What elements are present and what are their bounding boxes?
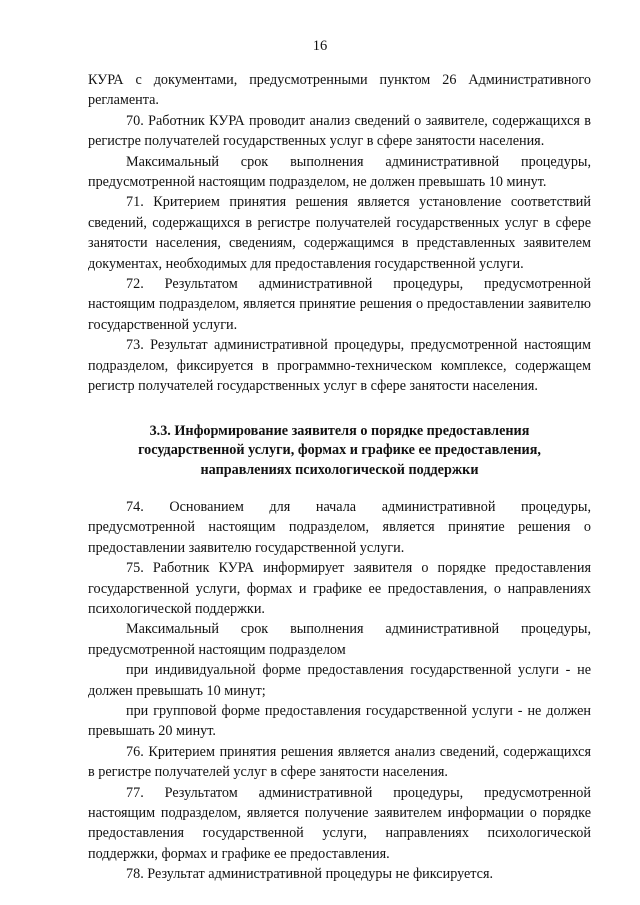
paragraph-group-form: при групповой форме предоставления государственной услуги - не должен превышать 20 минут. [88, 702, 591, 740]
section-heading-line-2: государственной услуги, формах и графике ее предоставления, [138, 442, 541, 459]
paragraph-75: 75. Работник КУРА информирует заявителя о порядке предоставления государственной услуги, формах и графике ее предоставления, о направлениях психологической поддержки. [88, 560, 591, 617]
section-heading-line-1: 3.3. Информирование заявителя о порядке предоставления [149, 422, 530, 439]
document-body [88, 70, 591, 885]
paragraph-74: 74. Основанием для начала административной процедуры, предусмотренной настоящим подразделом, является принятие решения о предоставлении заявителю государственной услуги. [88, 498, 591, 556]
paragraph-70: 70. Работник КУРА проводит анализ сведений о заявителе, содержащихся в регистре получателей государственных услуг в сфере занятости населения. [88, 112, 591, 150]
paragraph-max-time-75: Максимальный срок выполнения административной процедуры, предусмотренной настоящим подразделом [88, 621, 591, 658]
paragraph-continuation: КУРА с документами, предусмотренными пунктом 26 Административного регламента. [88, 72, 591, 109]
paragraph-77: 77. Результатом административной процедуры, предусмотренной настоящим подразделом, является получение заявителем информации о порядке предоставления государственной услуги, направлениях психологической поддержки, формах и графике ее предоставления. [88, 784, 591, 862]
section-heading-line-3: направлениях психологической поддержки [200, 462, 479, 479]
section-heading [88, 422, 591, 481]
paragraph-78: 78. Результат административной процедуры не фиксируется. [126, 866, 494, 883]
page-number: 16 [312, 38, 328, 54]
paragraph-individual-form: при индивидуальной форме предоставления государственной услуги - не должен превышать 10 минут; [88, 662, 591, 699]
paragraph-71: 71. Критерием принятия решения является установление соответствий сведений, содержащихся в регистре получателей государственных услуг в сфере занятости населения, сведениям, содержащимся в представленных заявителем документах, необходимых для предоставления государственной услуги. [88, 194, 591, 272]
paragraph-76: 76. Критерием принятия решения является анализ сведений, содержащихся в регистре получателей услуг в сфере занятости населения. [88, 743, 591, 781]
paragraph-72: 72. Результатом административной процедуры, предусмотренной настоящим подразделом, является принятие решения о предоставлении заявителю государственной услуги. [88, 276, 591, 333]
paragraph-max-time-70: Максимальный срок выполнения административной процедуры, предусмотренной настоящим подразделом, не должен превышать 10 минут. [88, 153, 591, 191]
paragraph-73: 73. Результат административной процедуры, предусмотренной настоящим подразделом, фиксируется в программно-техническом комплексе, содержащем регистр получателей государственных услуг в сфере занятости населения. [88, 337, 591, 395]
